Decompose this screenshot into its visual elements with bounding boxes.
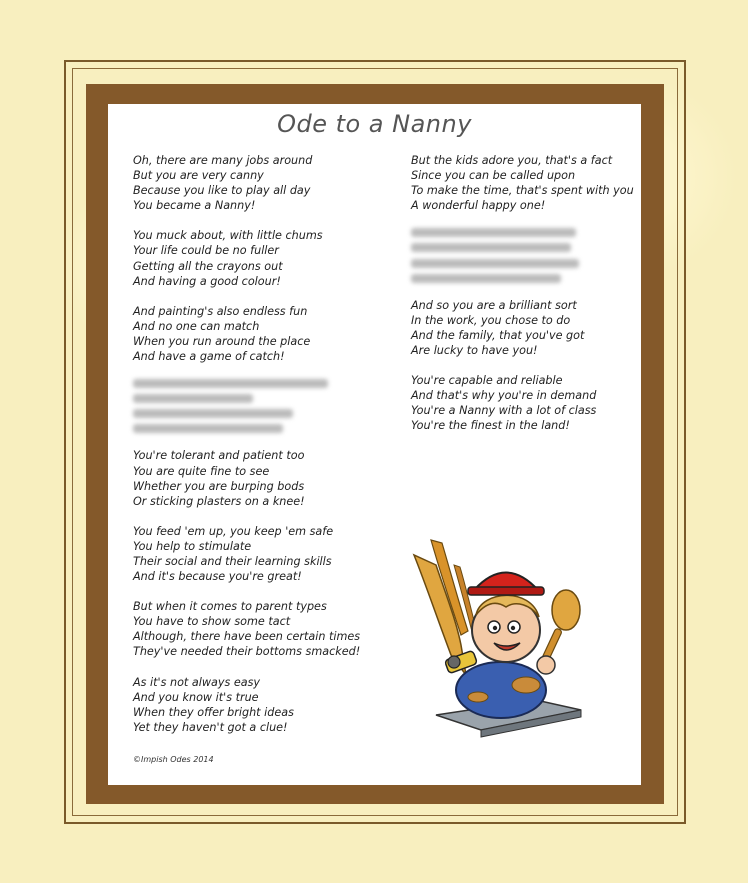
poem-line: Their social and their learning skills (133, 554, 332, 568)
blurred-line (133, 409, 293, 418)
blurred-stanza (133, 379, 393, 433)
poem-line: You're tolerant and patient too (133, 449, 305, 463)
poem-line: And painting's also endless fun (133, 304, 308, 318)
poem-line: Because you like to play all day (133, 184, 311, 198)
hand (537, 656, 555, 674)
poem-line: You have to show some tact (133, 615, 291, 629)
red-bowl-rim (468, 587, 544, 595)
poem-line: Are lucky to have you! (411, 343, 538, 357)
poem-line: And you know it's true (133, 690, 259, 704)
poem-line: And it's because you're great! (133, 570, 302, 584)
stanza (411, 298, 641, 358)
blurred-line (411, 274, 561, 283)
poem-line: As it's not always easy (133, 675, 261, 689)
poem-line: A wonderful happy one! (411, 199, 546, 213)
poem-line: You became a Nanny! (133, 199, 256, 213)
wooden-spoon (552, 590, 580, 630)
poem-line: You are quite fine to see (133, 464, 270, 478)
right-poem-column (411, 153, 641, 448)
poem-line: Since you can be called upon (411, 169, 576, 183)
blurred-stanza (411, 228, 641, 282)
poem-line: And having a good colour! (133, 274, 281, 288)
paint-blob (468, 692, 488, 702)
stanza (133, 153, 393, 213)
poem-line: You help to stimulate (133, 539, 252, 553)
poem-line: And the family, that you've got (411, 328, 585, 342)
paint-blob (512, 677, 540, 693)
poem-line: And so you are a brilliant sort (411, 298, 577, 312)
poem-line: And have a game of catch! (133, 350, 285, 364)
poem-title: Ode to a Nanny (277, 110, 472, 138)
poem-line: Oh, there are many jobs around (133, 154, 313, 167)
poem-line: But you are very canny (133, 169, 264, 183)
poem-line: Whether you are burping bods (133, 479, 305, 493)
copyright-notice: ©Impish Odes 2014 (133, 755, 214, 764)
pupil (511, 626, 515, 630)
stanza (411, 373, 641, 433)
left-poem-column (133, 153, 393, 750)
poem-line: To make the time, that's spent with you (411, 184, 634, 198)
cartoon-child-painter-illustration (406, 535, 591, 745)
poem-line: When they offer bright ideas (133, 705, 294, 719)
blurred-line (411, 228, 576, 237)
poem-line: Your life could be no fuller (133, 244, 279, 258)
stanza (133, 448, 393, 508)
blurred-line (133, 424, 283, 433)
poem-line: But when it comes to parent types (133, 600, 327, 614)
poem-line: They've needed their bottoms smacked! (133, 645, 361, 659)
poem-line: Or sticking plasters on a knee! (133, 494, 305, 508)
poem-line: In the work, you chose to do (411, 313, 571, 327)
stanza (133, 304, 393, 364)
poem-line: And that's why you're in demand (411, 389, 597, 403)
blurred-line (411, 243, 571, 252)
poem-line: You're a Nanny with a lot of class (411, 404, 597, 418)
poem-line: You muck about, with little chums (133, 229, 323, 243)
blurred-line (133, 379, 328, 388)
stanza (411, 153, 641, 213)
poem-line: You're the finest in the land! (411, 419, 570, 433)
blurred-line (411, 259, 579, 268)
pupil (493, 626, 497, 630)
stanza (133, 675, 393, 735)
poem-line: You're capable and reliable (411, 374, 563, 388)
stanza (133, 599, 393, 659)
poem-line: When you run around the place (133, 334, 311, 348)
poem-line: But the kids adore you, that's a fact (411, 154, 613, 167)
poem-line: You feed 'em up, you keep 'em safe (133, 524, 334, 538)
stanza (133, 524, 393, 584)
paint-brush-ferrule (448, 656, 460, 668)
poem-line: And no one can match (133, 319, 260, 333)
stanza (133, 228, 393, 288)
poem-line: Yet they haven't got a clue! (133, 720, 288, 734)
blurred-line (133, 394, 253, 403)
poem-line: Although, there have been certain times (133, 630, 361, 644)
poem-line: Getting all the crayons out (133, 259, 283, 273)
